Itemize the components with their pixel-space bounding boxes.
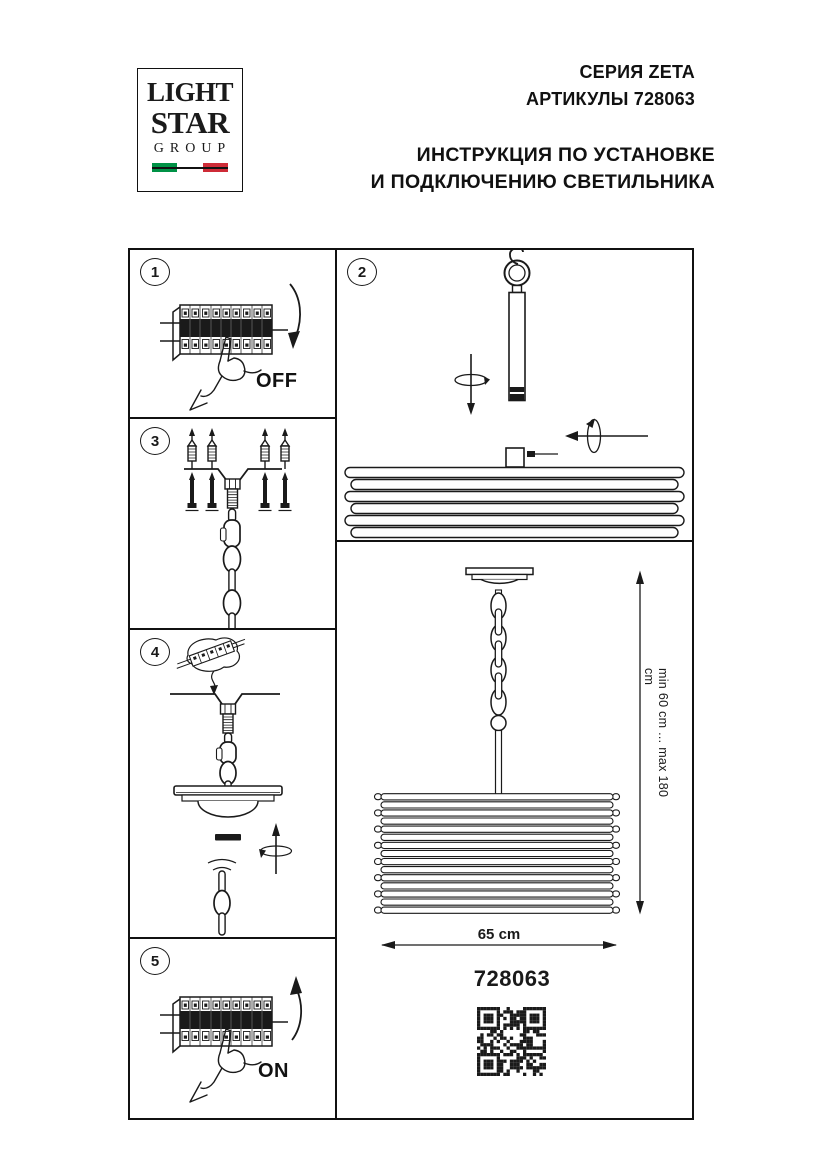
on-label: ON xyxy=(258,1060,289,1082)
wiring-detail-balloon xyxy=(174,636,247,695)
step-3-number: 3 xyxy=(150,432,160,450)
chain-cut-mark xyxy=(215,834,241,841)
chain-upper xyxy=(217,733,237,793)
qr-code xyxy=(477,1007,546,1076)
screw-in-arrow-icon xyxy=(565,419,648,453)
screw-icons xyxy=(186,472,292,511)
logo-star: STAR xyxy=(150,105,230,140)
step-2-number: 2 xyxy=(357,263,367,281)
series-title: СЕРИЯ ZETA xyxy=(579,62,695,82)
suspension-rod xyxy=(496,731,502,795)
chain xyxy=(221,509,241,628)
logo-group: GROUP xyxy=(153,141,232,156)
threaded-nipple xyxy=(225,479,240,508)
step-3-badge xyxy=(140,427,170,455)
slatted-shade xyxy=(375,794,620,914)
lightstar-logo xyxy=(137,68,243,192)
series-block xyxy=(395,59,695,113)
wall-plug-icons xyxy=(188,428,289,469)
step-4-badge xyxy=(140,638,170,666)
steps-grid xyxy=(128,248,694,1120)
article-number: 728063 xyxy=(473,966,551,991)
instruction-line1: ИНСТРУКЦИЯ ПО УСТАНОВКЕ xyxy=(416,144,715,166)
terminal-block-icon xyxy=(174,636,247,672)
rod-assembly-diagram xyxy=(337,250,692,540)
height-dimension-label: min 60 cm ... max 180 cm xyxy=(642,668,670,798)
off-label: OFF xyxy=(256,370,298,392)
step-3-panel xyxy=(130,419,335,628)
turn-on-arrow-icon xyxy=(290,976,302,1040)
logo-light: LIGHT xyxy=(146,77,234,107)
lamp-body-slats xyxy=(345,468,684,538)
step-1-number: 1 xyxy=(150,263,160,281)
dimensions-panel xyxy=(337,542,692,1118)
hook-ring xyxy=(505,250,530,286)
step-2-panel xyxy=(337,250,692,540)
step-5-badge xyxy=(140,947,170,975)
rotate-up-arrow-icon xyxy=(259,823,292,874)
step-1-badge xyxy=(140,258,170,286)
breaker-strip xyxy=(160,305,288,360)
instruction-title xyxy=(312,142,715,195)
turn-off-arrow-icon xyxy=(288,284,300,349)
rotate-down-arrow-icon xyxy=(455,354,490,415)
step-1-panel xyxy=(130,250,335,417)
connector-ball xyxy=(491,716,506,731)
flag-mid-line xyxy=(152,167,228,169)
chain-lower xyxy=(208,860,236,936)
step-4-number: 4 xyxy=(150,643,160,661)
step-5-panel xyxy=(130,939,335,1118)
canopy-assembly-diagram xyxy=(130,630,335,937)
italian-flag-icon xyxy=(152,163,228,172)
threaded-rod xyxy=(509,286,525,401)
breaker-strip xyxy=(160,997,288,1052)
width-dimension-label: 65 cm xyxy=(477,926,521,943)
step-5-number: 5 xyxy=(150,952,160,970)
step-4-panel xyxy=(130,630,335,937)
threaded-nipple xyxy=(221,704,236,733)
set-screw xyxy=(506,448,558,467)
articles-title: АРТИКУЛЫ 728063 xyxy=(526,89,695,109)
canopy xyxy=(174,786,282,817)
chain xyxy=(491,593,506,715)
step-2-badge xyxy=(347,258,377,286)
instruction-line2: И ПОДКЛЮЧЕНИЮ СВЕТИЛЬНИКА xyxy=(370,170,715,193)
